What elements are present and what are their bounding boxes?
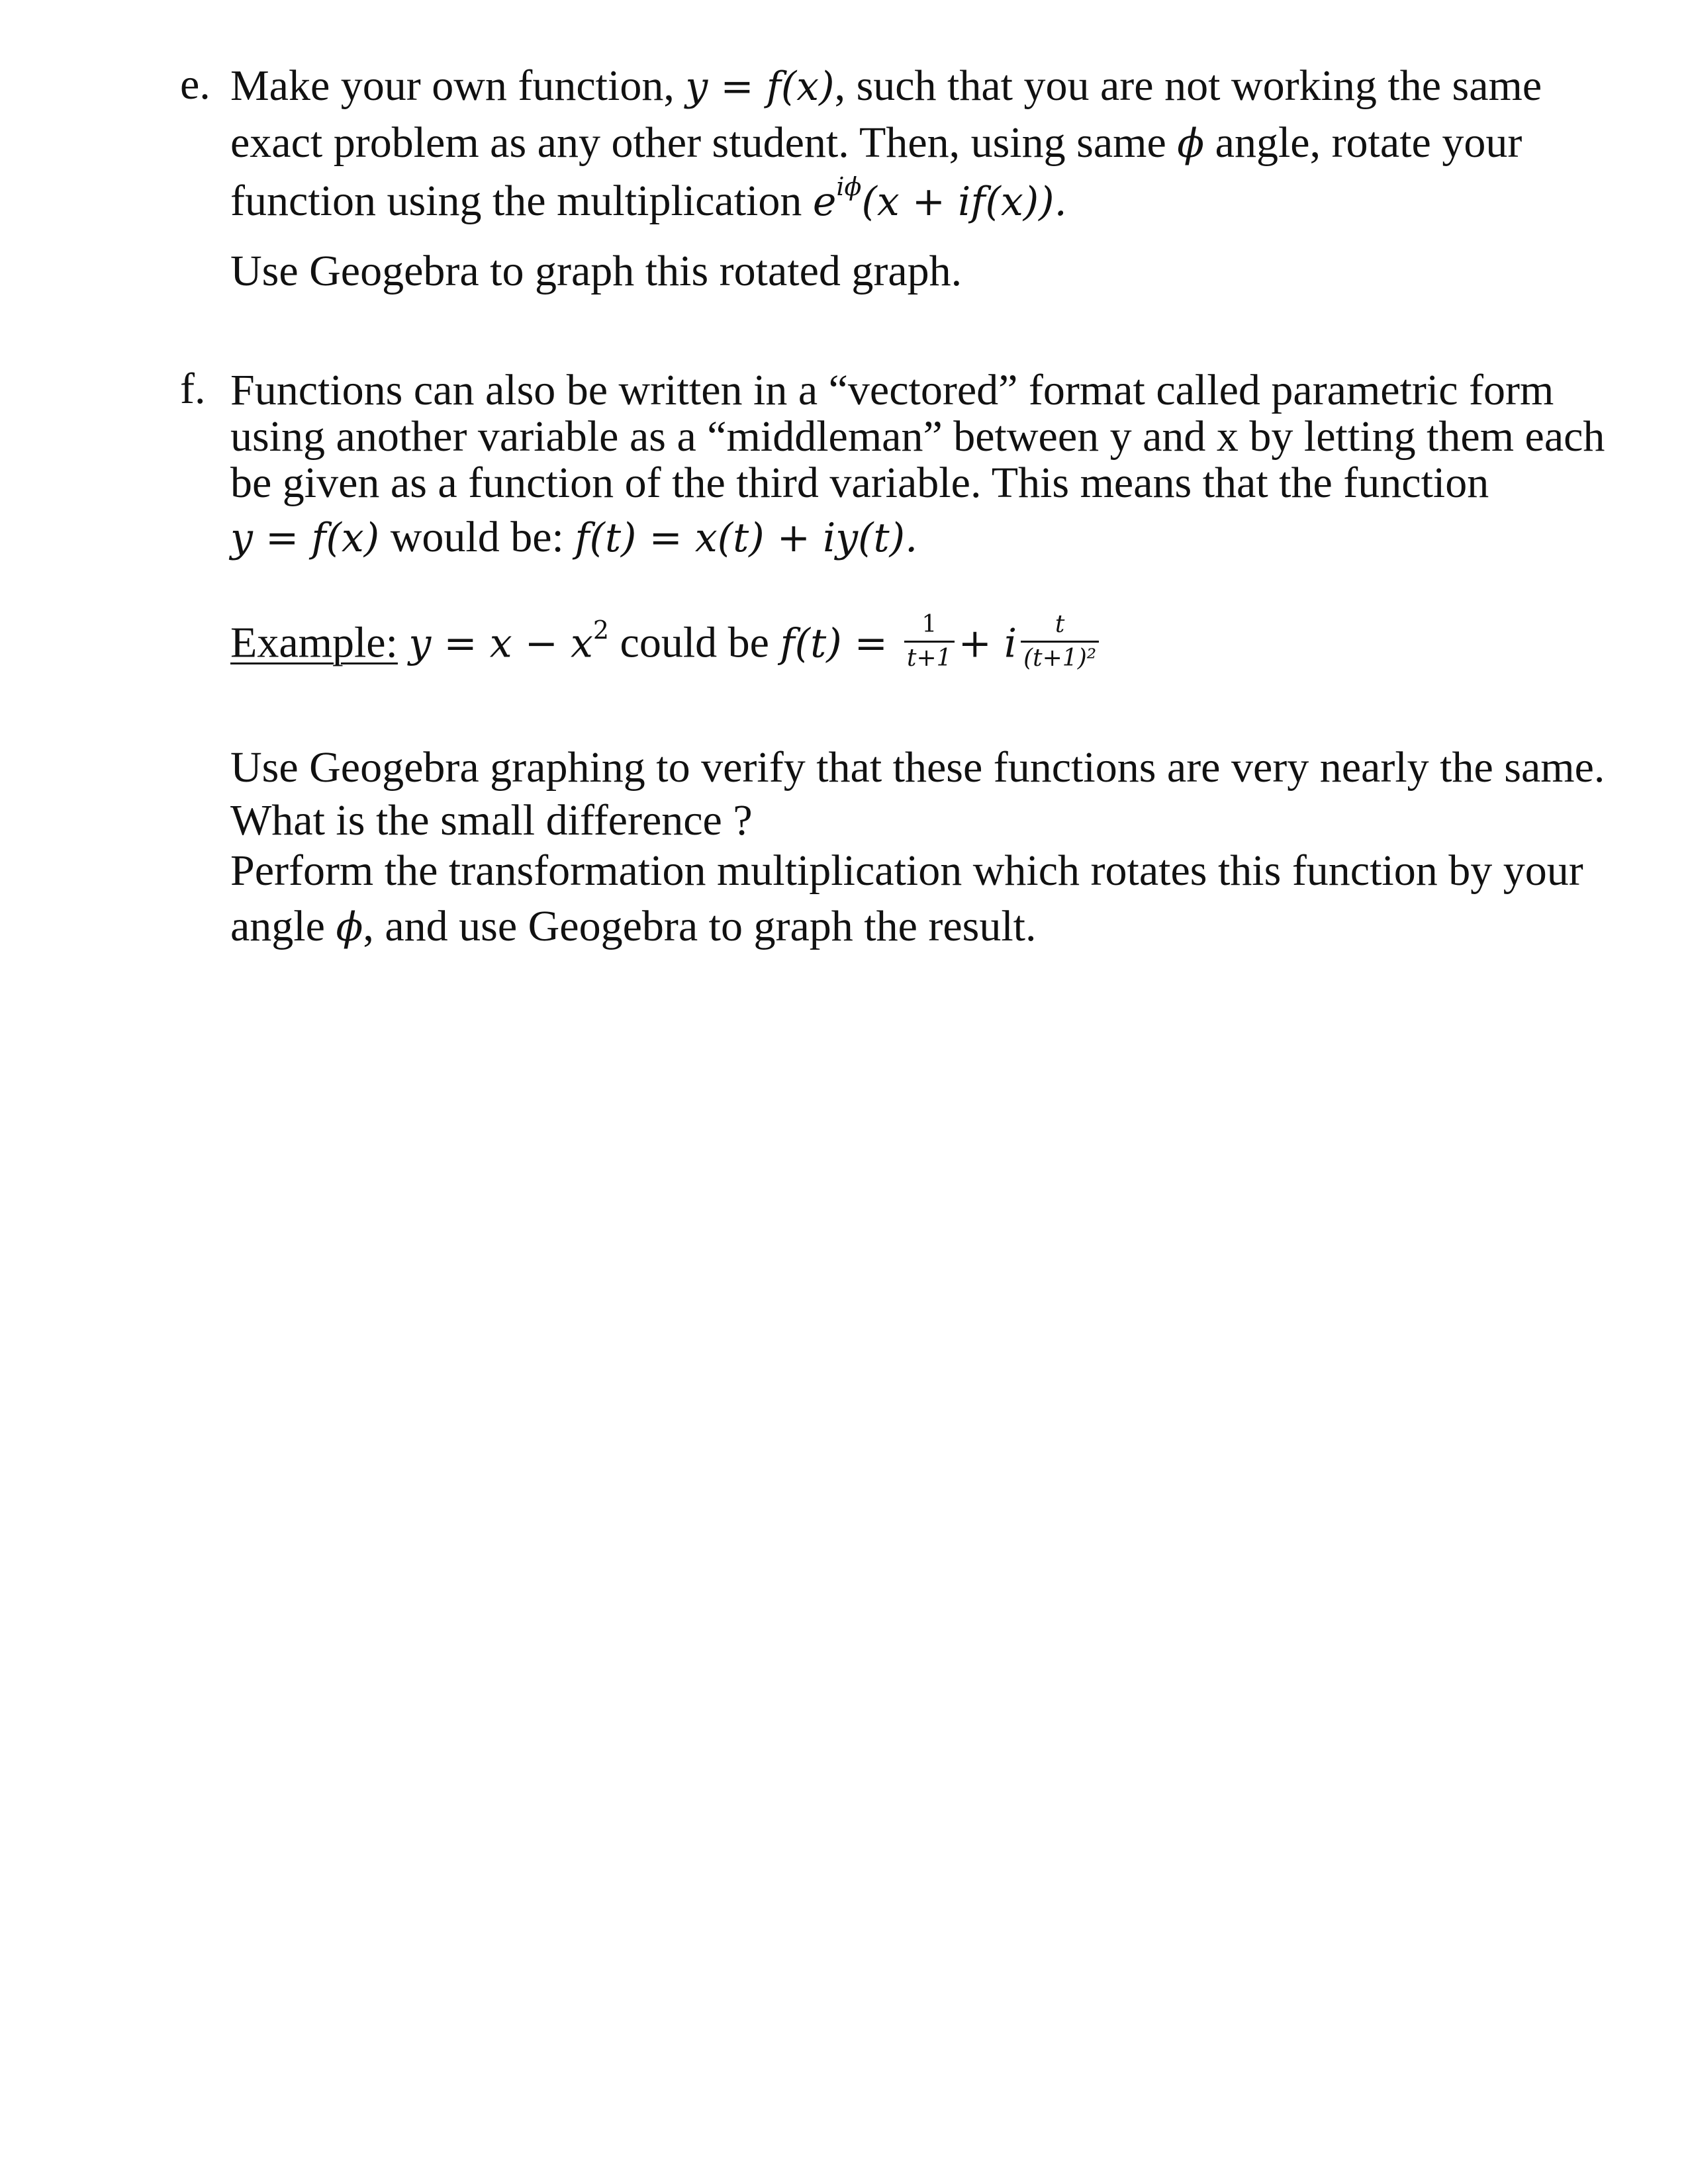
part-f-line-5-text: Use Geogebra graphing to verify that these functions are very nearly the same. — [230, 743, 1605, 792]
part-e-line-3-math: (x + if(x)). — [861, 179, 1067, 225]
part-f-line-7-text: Perform the transformation multiplication which rotates this function by your — [230, 846, 1583, 895]
part-f-line-6 — [230, 794, 753, 847]
exp-superscript: iϕ — [836, 172, 862, 201]
part-e-line-2 — [230, 116, 1522, 170]
part-e-line-4-text: Use Geogebra to graph this rotated graph. — [230, 247, 962, 295]
example-text: could be — [609, 618, 780, 667]
example-lhs: f(t) = — [780, 620, 901, 667]
example-math: y = x − x — [408, 620, 593, 667]
part-e-line-1-math: y = f(x) — [685, 64, 835, 110]
part-f-line-2 — [230, 410, 1605, 463]
part-f-marker: f. — [180, 365, 206, 413]
exp-base: e — [812, 179, 837, 225]
part-e-line-2-text: exact problem as any other student. Then, using same — [230, 118, 1178, 167]
part-f-line-1-text: Functions can also be written in a “vectored” format called parametric form — [230, 366, 1554, 414]
part-e-line-1 — [230, 60, 1542, 113]
fraction-two-bar — [1021, 641, 1099, 643]
fraction-one-bar — [904, 641, 955, 643]
part-f-line-7 — [230, 844, 1583, 897]
fraction-two-denominator: (t+1)² — [1023, 645, 1097, 672]
part-f-line-8 — [230, 900, 1037, 954]
part-f-line-3-text: be given as a function of the third variable. This means that the function — [230, 459, 1489, 507]
part-f-line-8-text: angle — [230, 902, 336, 950]
part-f-line-1 — [230, 364, 1554, 417]
part-e-line-3-text: function using the multiplication — [230, 177, 813, 225]
part-f-line-4 — [230, 511, 917, 565]
plus-i: + i — [958, 620, 1017, 667]
part-e-line-1-text: Make your own function, — [230, 62, 686, 110]
example-label: Example: — [230, 618, 398, 667]
part-f-line-4-math-a: y = f(x) — [230, 515, 380, 561]
part-e-line-1-rest: , such that you are not working the same — [834, 62, 1542, 110]
fraction-one-denominator: t+1 — [907, 645, 952, 672]
part-f-line-4-math-b: f(t) = x(t) + iy(t). — [575, 515, 918, 561]
fraction-one-numerator: 1 — [921, 611, 937, 638]
fraction-one — [904, 610, 955, 673]
fraction-two — [1021, 610, 1099, 673]
part-f-line-8-rest: , and use Geogebra to graph the result. — [363, 902, 1037, 950]
example-exponent: 2 — [592, 615, 610, 645]
part-e-line-3 — [230, 172, 1067, 233]
phi-symbol: ϕ — [1177, 120, 1205, 167]
example-line — [230, 611, 1103, 678]
part-f-line-4-text: would be: — [379, 513, 575, 561]
part-f-line-5 — [230, 741, 1605, 794]
phi-symbol: ϕ — [336, 904, 363, 950]
part-e-line-2-rest: angle, rotate your — [1204, 118, 1523, 167]
fraction-two-numerator: t — [1055, 611, 1065, 638]
part-f-line-3 — [230, 457, 1489, 510]
part-e-line-4 — [230, 245, 962, 298]
part-f-line-6-text: What is the small difference ? — [230, 796, 753, 844]
part-f-line-2-text: using another variable as a “middleman” between y and x by letting them each — [230, 412, 1605, 461]
part-e-marker: e. — [180, 60, 211, 109]
